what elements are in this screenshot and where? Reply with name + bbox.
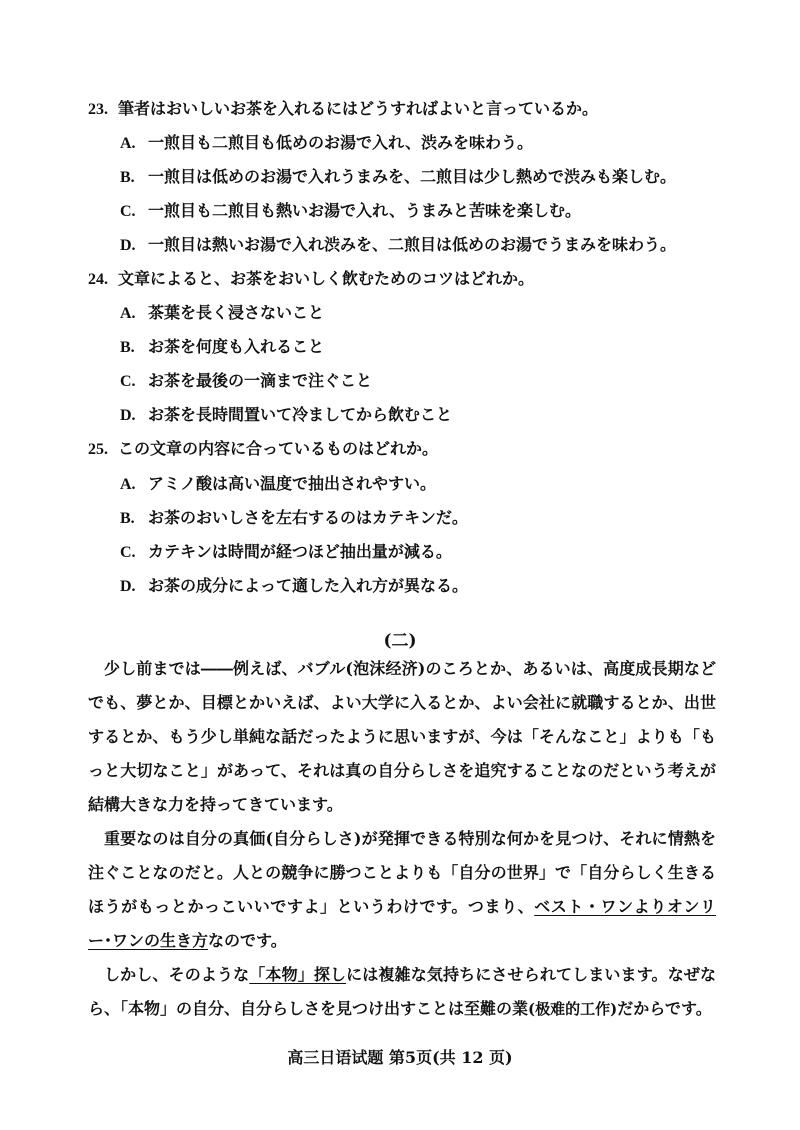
option-label: C. xyxy=(120,203,136,220)
option-label: B. xyxy=(120,510,135,527)
option-23d xyxy=(120,234,676,257)
option-label: B. xyxy=(120,339,135,356)
option-label: A. xyxy=(120,305,136,322)
option-25b xyxy=(120,507,468,530)
option-24c xyxy=(120,370,372,393)
question-number: 25. xyxy=(88,441,108,458)
option-label: A. xyxy=(120,135,136,152)
option-label: D. xyxy=(120,578,136,595)
option-24a xyxy=(120,302,324,325)
option-label: A. xyxy=(120,476,136,493)
passage-text: しかし、そのような xyxy=(104,965,250,984)
question-25 xyxy=(88,438,438,461)
option-text: アミノ酸は高い温度で抽出されやすい。 xyxy=(148,474,437,493)
option-text: 一煎目も二煎目も熱いお湯で入れ、うまみと苦味を楽しむ。 xyxy=(148,201,581,220)
passage-text: には複雑な気持ちにさせられてしまいます。なぜなら、「本物」の自分、自分らしさを見つけ出すことは至難の業 xyxy=(88,965,716,1018)
question-text: 文章によると、お茶をおいしく飲むためのコツはどれか。 xyxy=(118,269,535,288)
option-25a xyxy=(120,473,436,496)
passage-text: なのです。 xyxy=(208,931,287,950)
question-number: 24. xyxy=(88,271,108,288)
option-label: C. xyxy=(120,544,136,561)
option-23b xyxy=(120,166,676,189)
option-text: お茶のおいしさを左右するのはカテキンだ。 xyxy=(148,508,468,527)
option-text: お茶を長時間置いて冷ましてから飲むこと xyxy=(148,405,453,424)
option-24b xyxy=(120,336,324,359)
option-25d xyxy=(120,575,468,598)
question-23 xyxy=(88,98,598,121)
option-23a xyxy=(120,132,533,155)
passage-paragraph-1: 少し前までは――例えば、バブル(泡沫经济)のころとか、あるいは、高度成長期などでも、夢とか、目標とかいえば、よい大学に入るとか、よい会社に就職するとか、出世するとか、もう少し単純な話だったように思いますが、今は「そんなこと」よりも「もっと大切なこと」があって、それは真の自分らしさを追究することなのだという考えが結構大きな力を持ってきています。 xyxy=(88,659,716,814)
question-text: 筆者はおいしいお茶を入れるにはどうすればよいと言っているか。 xyxy=(118,99,599,118)
option-23c xyxy=(120,200,581,223)
option-label: D. xyxy=(120,237,136,254)
option-label: B. xyxy=(120,169,135,186)
section-heading: (二) xyxy=(383,631,417,651)
option-text: 一煎目は熱いお湯で入れ渋みを、二煎目は低めのお湯でうまみを味わう。 xyxy=(148,235,677,254)
passage-text: だからです。 xyxy=(617,999,712,1018)
underlined-phrase-best-one: ベスト・ワンよりオンリー･ワンの生き方 xyxy=(88,897,716,950)
vocab-note: (极难的工作) xyxy=(528,1000,618,1018)
reading-passage xyxy=(88,652,716,1026)
page-footer: 高三日语试题 第5页(共 12 页) xyxy=(287,1048,513,1067)
option-24d xyxy=(120,404,452,427)
passage-paragraph-3 xyxy=(88,958,716,1026)
option-text: お茶の成分によって適した入れ方が異なる。 xyxy=(148,576,469,595)
option-25c xyxy=(120,541,452,564)
underlined-phrase-honmono: 「本物」探し xyxy=(249,965,347,984)
option-text: カテキンは時間が経つほど抽出量が減る。 xyxy=(148,542,452,561)
option-text: 一煎目は低めのお湯で入れうまみを、二煎目は少し熱めで渋みも楽しむ。 xyxy=(148,167,677,186)
option-text: 茶葉を長く浸さないこと xyxy=(148,303,325,322)
option-text: 一煎目も二煎目も低めのお湯で入れ、渋みを味わう。 xyxy=(148,133,533,152)
passage-paragraph-2 xyxy=(88,822,716,958)
question-24 xyxy=(88,268,534,291)
question-number: 23. xyxy=(88,101,108,118)
option-text: お茶を何度も入れること xyxy=(148,337,325,356)
option-text: お茶を最後の一滴まで注ぐこと xyxy=(148,371,373,390)
option-label: C. xyxy=(120,373,136,390)
passage-text: 重要なのは自分の真価(自分らしさ)が発揮できる特別な何かを見つけ、それに情熱を注ぐことなのだと。人との競争に勝つことよりも「自分の世界」で「自分らしく生きるほうがもっとかっこいいですよ」というわけです。つまり、 xyxy=(88,829,716,916)
question-text: この文章の内容に合っているものはどれか。 xyxy=(118,439,439,458)
option-label: D. xyxy=(120,407,136,424)
